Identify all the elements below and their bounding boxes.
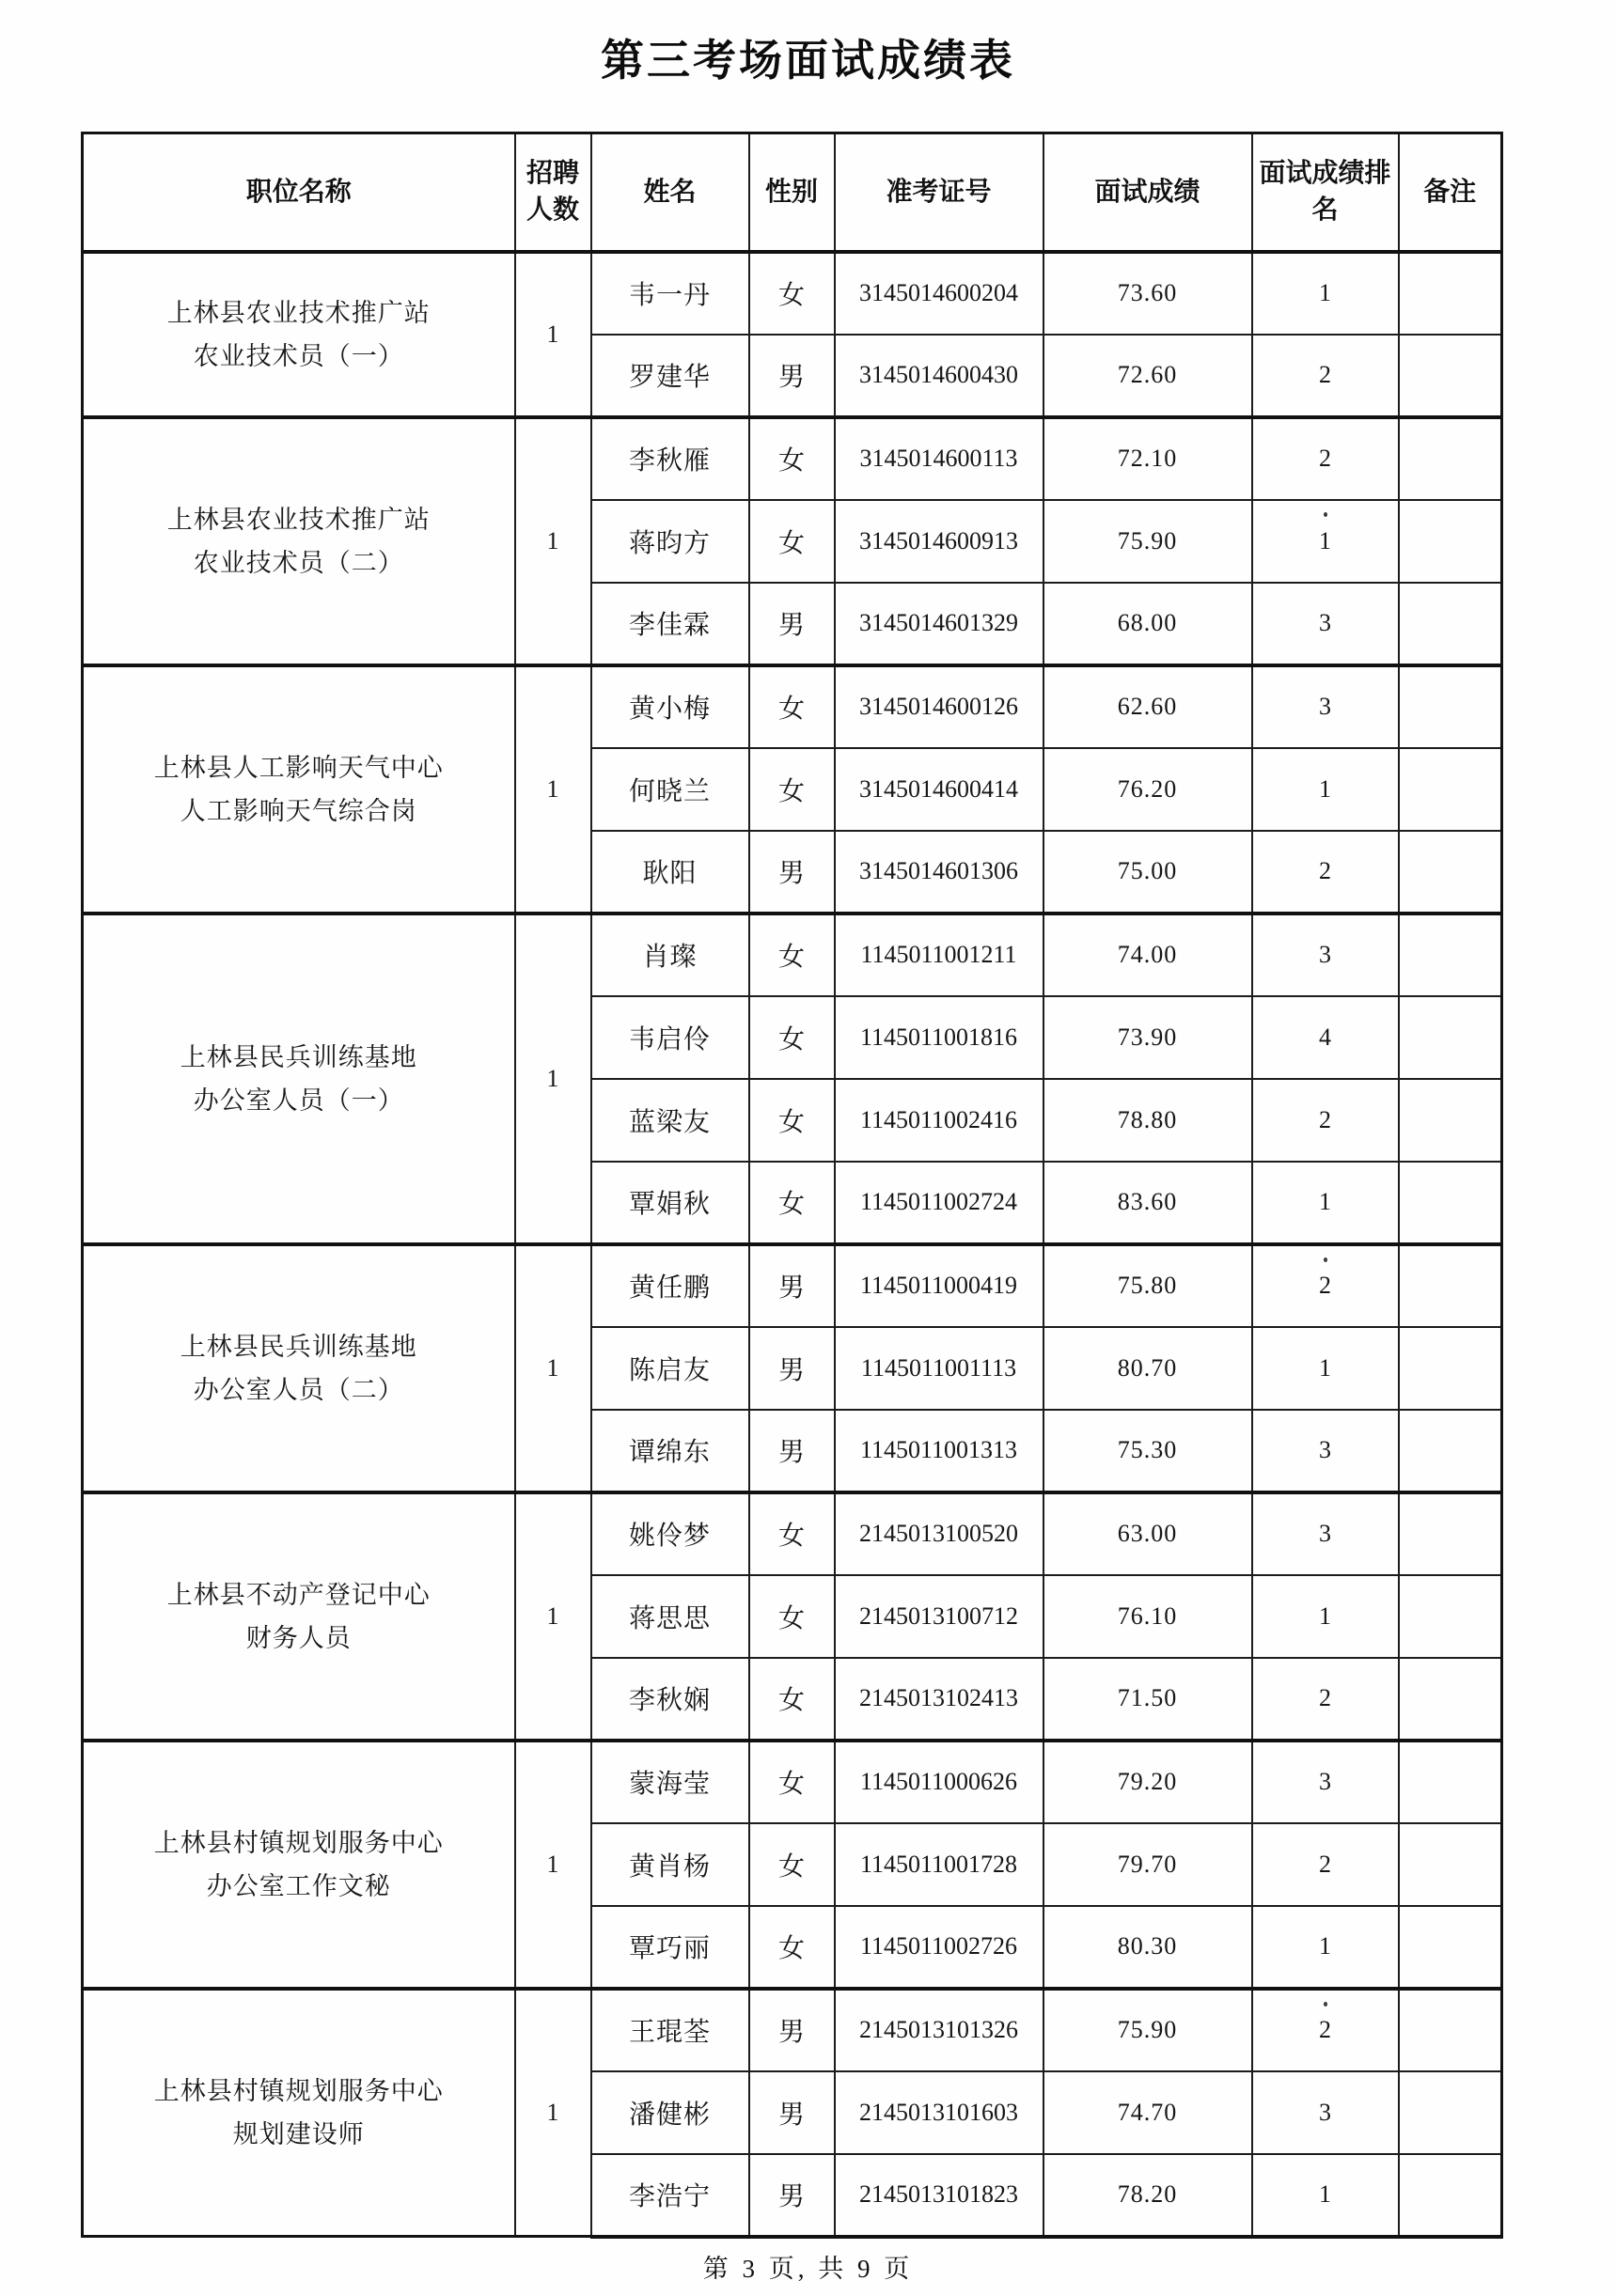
interview-score-cell: 73.60	[1043, 252, 1252, 335]
candidate-name-cell: 李秋娴	[591, 1658, 749, 1741]
recruit-count-cell: 1	[515, 1492, 591, 1741]
score-rank-cell: 1	[1252, 2154, 1399, 2237]
remark-cell	[1399, 1079, 1502, 1162]
exam-number-cell: 1145011001816	[835, 996, 1043, 1079]
exam-number-cell: 2145013100712	[835, 1575, 1043, 1658]
interview-score-cell: 76.20	[1043, 748, 1252, 831]
score-rank-cell: 1	[1252, 1906, 1399, 1989]
page-number: 第 3 页, 共 9 页	[702, 2255, 914, 2283]
score-rank-cell: 1	[1252, 252, 1399, 335]
header-name: 姓名	[591, 133, 749, 252]
gender-cell: 女	[749, 1162, 835, 1244]
score-rank-cell: 1	[1252, 748, 1399, 831]
exam-number-cell: 1145011002726	[835, 1906, 1043, 1989]
remark-cell	[1399, 1492, 1502, 1575]
remark-cell	[1399, 1658, 1502, 1741]
remark-cell	[1399, 2154, 1502, 2237]
recruit-count-cell: 1	[515, 252, 591, 417]
exam-number-cell: 1145011001728	[835, 1823, 1043, 1906]
interview-score-cell: 68.00	[1043, 583, 1252, 665]
gender-cell: 女	[749, 748, 835, 831]
interview-score-cell: 72.10	[1043, 417, 1252, 500]
position-name-cell: 上林县不动产登记中心 财务人员	[83, 1492, 515, 1741]
remark-cell	[1399, 1989, 1502, 2071]
interview-score-cell: 75.90	[1043, 500, 1252, 583]
score-table-body	[83, 252, 1502, 2237]
candidate-name-cell: 蒋昀方	[591, 500, 749, 583]
gender-cell: 男	[749, 1989, 835, 2071]
score-rank-cell: 3	[1252, 1741, 1399, 1823]
gender-cell: 女	[749, 665, 835, 748]
recruit-count-cell: 1	[515, 914, 591, 1244]
candidate-name-cell: 韦启伶	[591, 996, 749, 1079]
exam-number-cell: 3145014601329	[835, 583, 1043, 665]
gender-cell: 女	[749, 1906, 835, 1989]
score-rank-cell: 3	[1252, 2071, 1399, 2154]
remark-cell	[1399, 914, 1502, 996]
exam-number-cell: 2145013101603	[835, 2071, 1043, 2154]
candidate-name-cell: 蓝梁友	[591, 1079, 749, 1162]
gender-cell: 男	[749, 2071, 835, 2154]
candidate-row	[83, 1741, 1502, 1823]
candidate-name-cell: 陈启友	[591, 1327, 749, 1410]
remark-cell	[1399, 252, 1502, 335]
interview-score-cell: 76.10	[1043, 1575, 1252, 1658]
candidate-name-cell: 肖璨	[591, 914, 749, 996]
scan-dot-mark	[1324, 1257, 1327, 1262]
score-rank-cell: 2	[1252, 1244, 1399, 1327]
position-name-cell: 上林县村镇规划服务中心 办公室工作文秘	[83, 1741, 515, 1989]
exam-number-cell: 1145011000419	[835, 1244, 1043, 1327]
candidate-row	[83, 1989, 1502, 2071]
gender-cell: 女	[749, 417, 835, 500]
candidate-name-cell: 黄任鹏	[591, 1244, 749, 1327]
interview-score-cell: 75.30	[1043, 1410, 1252, 1492]
candidate-name-cell: 黄小梅	[591, 665, 749, 748]
page-title: 第三考场面试成绩表	[601, 36, 1015, 85]
remark-cell	[1399, 1410, 1502, 1492]
gender-cell: 女	[749, 1658, 835, 1741]
score-rank-cell: 2	[1252, 1823, 1399, 1906]
candidate-row	[83, 417, 1502, 500]
header-row	[83, 133, 1502, 252]
gender-cell: 女	[749, 500, 835, 583]
interview-score-cell: 78.20	[1043, 2154, 1252, 2237]
remark-cell	[1399, 335, 1502, 417]
gender-cell: 女	[749, 996, 835, 1079]
interview-score-cell: 71.50	[1043, 1658, 1252, 1741]
exam-number-cell: 1145011002416	[835, 1079, 1043, 1162]
interview-score-cell: 75.90	[1043, 1989, 1252, 2071]
exam-number-cell: 2145013102413	[835, 1658, 1043, 1741]
candidate-name-cell: 蒋思思	[591, 1575, 749, 1658]
header-recruit-count: 招聘人数	[515, 133, 591, 252]
remark-cell	[1399, 996, 1502, 1079]
exam-number-cell: 3145014600913	[835, 500, 1043, 583]
gender-cell: 男	[749, 583, 835, 665]
interview-score-cell: 80.30	[1043, 1906, 1252, 1989]
remark-cell	[1399, 1162, 1502, 1244]
table-header	[83, 133, 1502, 252]
gender-cell: 女	[749, 1575, 835, 1658]
remark-cell	[1399, 1244, 1502, 1327]
score-rank-cell: 2	[1252, 1658, 1399, 1741]
recruit-count-cell: 1	[515, 1244, 591, 1492]
score-rank-cell: 4	[1252, 996, 1399, 1079]
candidate-name-cell: 李秋雁	[591, 417, 749, 500]
gender-cell: 女	[749, 1741, 835, 1823]
interview-score-cell: 75.80	[1043, 1244, 1252, 1327]
candidate-name-cell: 黄肖杨	[591, 1823, 749, 1906]
gender-cell: 男	[749, 1244, 835, 1327]
score-rank-cell: 1	[1252, 1327, 1399, 1410]
candidate-name-cell: 罗建华	[591, 335, 749, 417]
interview-score-cell: 74.70	[1043, 2071, 1252, 2154]
candidate-name-cell: 韦一丹	[591, 252, 749, 335]
candidate-row	[83, 1492, 1502, 1575]
remark-cell	[1399, 1741, 1502, 1823]
gender-cell: 女	[749, 1823, 835, 1906]
candidate-name-cell: 王琨荃	[591, 1989, 749, 2071]
position-name-cell: 上林县民兵训练基地 办公室人员（二）	[83, 1244, 515, 1492]
score-rank-cell: 3	[1252, 665, 1399, 748]
exam-number-cell: 2145013101823	[835, 2154, 1043, 2237]
score-rank-cell: 2	[1252, 1079, 1399, 1162]
remark-cell	[1399, 1575, 1502, 1658]
interview-score-cell: 62.60	[1043, 665, 1252, 748]
candidate-name-cell: 李佳霖	[591, 583, 749, 665]
candidate-name-cell: 潘健彬	[591, 2071, 749, 2154]
position-name-cell: 上林县农业技术推广站 农业技术员（一）	[83, 252, 515, 417]
score-rank-cell: 1	[1252, 1575, 1399, 1658]
candidate-name-cell: 姚伶梦	[591, 1492, 749, 1575]
candidate-name-cell: 李浩宁	[591, 2154, 749, 2237]
candidate-name-cell: 何晓兰	[591, 748, 749, 831]
gender-cell: 女	[749, 252, 835, 335]
interview-score-cell: 78.80	[1043, 1079, 1252, 1162]
candidate-row	[83, 252, 1502, 335]
interview-score-cell: 74.00	[1043, 914, 1252, 996]
remark-cell	[1399, 1906, 1502, 1989]
header-interview-score: 面试成绩	[1043, 133, 1252, 252]
score-table	[81, 132, 1503, 2239]
remark-cell	[1399, 1327, 1502, 1410]
candidate-row	[83, 1244, 1502, 1327]
exam-number-cell: 2145013100520	[835, 1492, 1043, 1575]
gender-cell: 女	[749, 1492, 835, 1575]
recruit-count-cell: 1	[515, 1989, 591, 2237]
gender-cell: 男	[749, 831, 835, 914]
interview-score-cell: 73.90	[1043, 996, 1252, 1079]
gender-cell: 男	[749, 1410, 835, 1492]
score-rank-cell: 2	[1252, 1989, 1399, 2071]
candidate-name-cell: 谭绵东	[591, 1410, 749, 1492]
score-rank-cell: 2	[1252, 417, 1399, 500]
candidate-row	[83, 914, 1502, 996]
exam-number-cell: 1145011001211	[835, 914, 1043, 996]
score-rank-cell: 1	[1252, 1162, 1399, 1244]
recruit-count-cell: 1	[515, 665, 591, 914]
interview-score-cell: 80.70	[1043, 1327, 1252, 1410]
position-name-cell: 上林县村镇规划服务中心 规划建设师	[83, 1989, 515, 2237]
candidate-row	[83, 665, 1502, 748]
score-rank-cell: 3	[1252, 1410, 1399, 1492]
remark-cell	[1399, 2071, 1502, 2154]
header-score-rank: 面试成绩排名	[1252, 133, 1399, 252]
remark-cell	[1399, 500, 1502, 583]
gender-cell: 女	[749, 1079, 835, 1162]
remark-cell	[1399, 417, 1502, 500]
exam-number-cell: 3145014601306	[835, 831, 1043, 914]
exam-number-cell: 1145011001113	[835, 1327, 1043, 1410]
remark-cell	[1399, 1823, 1502, 1906]
remark-cell	[1399, 831, 1502, 914]
recruit-count-cell: 1	[515, 417, 591, 665]
scan-dot-mark	[1324, 512, 1327, 517]
header-exam-number: 准考证号	[835, 133, 1043, 252]
score-rank-cell: 3	[1252, 914, 1399, 996]
exam-number-cell: 1145011000626	[835, 1741, 1043, 1823]
gender-cell: 女	[749, 914, 835, 996]
position-name-cell: 上林县农业技术推广站 农业技术员（二）	[83, 417, 515, 665]
remark-cell	[1399, 665, 1502, 748]
position-name-cell: 上林县人工影响天气中心 人工影响天气综合岗	[83, 665, 515, 914]
score-rank-cell: 2	[1252, 335, 1399, 417]
remark-cell	[1399, 748, 1502, 831]
position-name-cell: 上林县民兵训练基地 办公室人员（一）	[83, 914, 515, 1244]
remark-cell	[1399, 583, 1502, 665]
exam-number-cell: 3145014600113	[835, 417, 1043, 500]
candidate-name-cell: 覃娟秋	[591, 1162, 749, 1244]
exam-number-cell: 1145011002724	[835, 1162, 1043, 1244]
interview-score-cell: 83.60	[1043, 1162, 1252, 1244]
exam-number-cell: 3145014600414	[835, 748, 1043, 831]
exam-number-cell: 1145011001313	[835, 1410, 1043, 1492]
score-rank-cell: 3	[1252, 1492, 1399, 1575]
exam-number-cell: 2145013101326	[835, 1989, 1043, 2071]
interview-score-cell: 72.60	[1043, 335, 1252, 417]
score-rank-cell: 3	[1252, 583, 1399, 665]
candidate-name-cell: 覃巧丽	[591, 1906, 749, 1989]
header-remarks: 备注	[1399, 133, 1502, 252]
scan-dot-mark	[1324, 2002, 1327, 2007]
candidate-name-cell: 蒙海莹	[591, 1741, 749, 1823]
exam-number-cell: 3145014600204	[835, 252, 1043, 335]
recruit-count-cell: 1	[515, 1741, 591, 1989]
header-gender: 性别	[749, 133, 835, 252]
interview-score-cell: 63.00	[1043, 1492, 1252, 1575]
exam-number-cell: 3145014600126	[835, 665, 1043, 748]
interview-score-cell: 79.70	[1043, 1823, 1252, 1906]
gender-cell: 男	[749, 2154, 835, 2237]
interview-score-cell: 79.20	[1043, 1741, 1252, 1823]
exam-number-cell: 3145014600430	[835, 335, 1043, 417]
candidate-name-cell: 耿阳	[591, 831, 749, 914]
score-rank-cell: 1	[1252, 500, 1399, 583]
gender-cell: 男	[749, 335, 835, 417]
interview-score-cell: 75.00	[1043, 831, 1252, 914]
score-rank-cell: 2	[1252, 831, 1399, 914]
header-position-name: 职位名称	[83, 133, 515, 252]
gender-cell: 男	[749, 1327, 835, 1410]
